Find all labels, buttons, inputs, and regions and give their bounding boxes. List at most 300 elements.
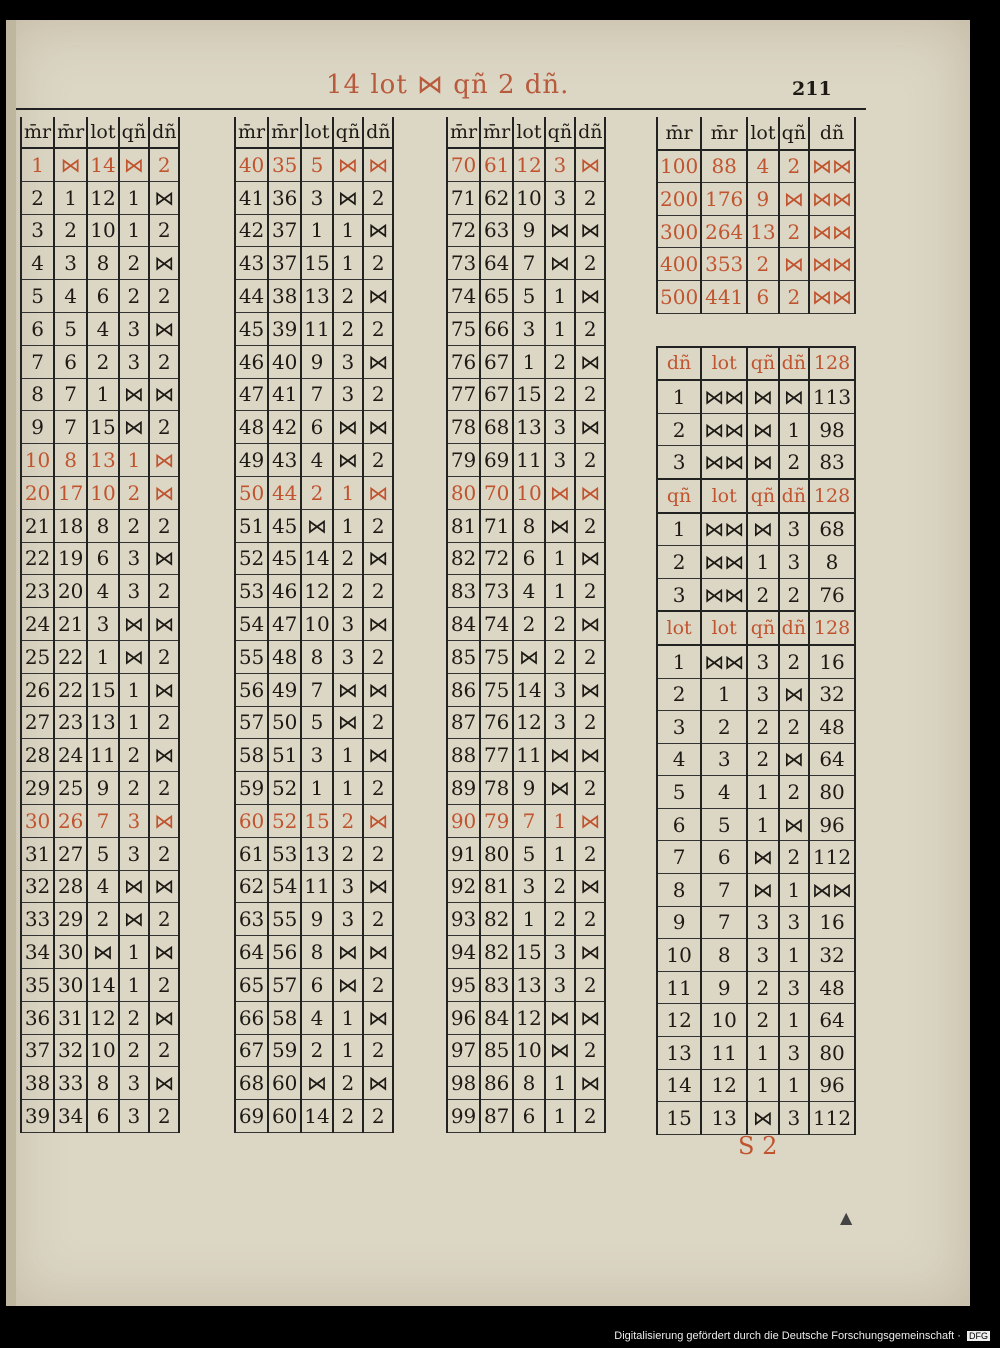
table-cell: ⋈ <box>363 804 393 837</box>
table-row <box>21 1100 179 1133</box>
table-cell: ⋈ <box>545 247 575 280</box>
column-header: lot <box>657 611 701 645</box>
table-cell: 3 <box>119 345 149 378</box>
table-cell: 6 <box>87 280 118 313</box>
table-row <box>235 411 393 444</box>
table-cell: ⋈ <box>363 673 393 706</box>
table-row <box>235 542 393 575</box>
table-cell: 73 <box>447 247 480 280</box>
table-cell: 13 <box>301 837 332 870</box>
table-cell: ⋈ <box>575 936 605 969</box>
table-cell: 6 <box>21 312 54 345</box>
table-cell: ⋈ <box>575 411 605 444</box>
table-cell: 65 <box>480 280 513 313</box>
table-cell: 55 <box>235 640 268 673</box>
table-cell: ⋈ <box>54 148 87 181</box>
table-cell: ⋈ <box>747 874 778 907</box>
header-row <box>657 117 855 150</box>
table-cell: 36 <box>268 181 301 214</box>
table-row <box>21 739 179 772</box>
table-cell: 2 <box>545 608 575 641</box>
table-cell: 2 <box>363 444 393 477</box>
table-cell: 2 <box>363 575 393 608</box>
table-cell: 8 <box>301 640 332 673</box>
table-cell: 2 <box>657 678 701 711</box>
table-cell: 1 <box>87 640 118 673</box>
table-cell: 353 <box>701 248 747 281</box>
table-cell: 1 <box>779 1004 809 1037</box>
table-cell: 1 <box>545 1067 575 1100</box>
table-cell: 2 <box>575 837 605 870</box>
table-row <box>447 870 605 903</box>
table-cell: 2 <box>149 345 179 378</box>
table-row <box>235 345 393 378</box>
table-row <box>21 411 179 444</box>
table-cell: ⋈ <box>301 1067 332 1100</box>
table-row <box>21 247 179 280</box>
table-row <box>21 804 179 837</box>
table-cell: 2 <box>363 772 393 805</box>
table-cell: 112 <box>809 1102 855 1135</box>
table-column-4 <box>656 117 856 1135</box>
table-cell: 8 <box>809 546 855 579</box>
table-cell: 1 <box>333 247 363 280</box>
table-cell: 47 <box>268 608 301 641</box>
table-cell: 12 <box>701 1069 747 1102</box>
table-cell: 63 <box>480 214 513 247</box>
section-header-row <box>657 347 855 381</box>
table-cell: 39 <box>21 1100 54 1133</box>
table-row <box>657 841 855 874</box>
table-cell: 28 <box>54 870 87 903</box>
table-cell: 57 <box>268 968 301 1001</box>
table-cell: 14 <box>301 1100 332 1133</box>
table-cell: 60 <box>235 804 268 837</box>
table-row <box>657 446 855 479</box>
table-cell: 3 <box>779 546 809 579</box>
column-header: 128 <box>809 479 855 513</box>
table-cell: 2 <box>149 640 179 673</box>
table-cell: 8 <box>301 936 332 969</box>
table-cell: 70 <box>480 476 513 509</box>
page-spine <box>6 20 16 1306</box>
table-cell: 8 <box>87 509 118 542</box>
table-cell: 98 <box>447 1067 480 1100</box>
table-cell: 22 <box>54 673 87 706</box>
column-header: m̄r <box>21 117 54 148</box>
table-row <box>447 706 605 739</box>
column-header: qñ <box>747 347 778 381</box>
table-row <box>447 148 605 181</box>
table-cell <box>657 313 701 347</box>
table-row <box>447 1067 605 1100</box>
table-cell: 51 <box>268 739 301 772</box>
column-header: dñ <box>575 117 605 148</box>
table-row <box>657 1102 855 1135</box>
table-cell: 3 <box>747 906 778 939</box>
table-row <box>447 1001 605 1034</box>
column-header: dñ <box>779 611 809 645</box>
table-cell: ⋈ <box>119 640 149 673</box>
table-cell: 34 <box>21 936 54 969</box>
table-cell: ⋈ <box>575 542 605 575</box>
column-header: dñ <box>779 347 809 381</box>
table-cell: 21 <box>21 509 54 542</box>
table-cell: ⋈ <box>363 936 393 969</box>
column-header: m̄r <box>657 117 701 150</box>
table-cell: ⋈ <box>545 739 575 772</box>
table-cell: 9 <box>301 345 332 378</box>
table-cell: 9 <box>87 772 118 805</box>
table-row <box>235 148 393 181</box>
table-row <box>657 380 855 413</box>
table-cell: 14 <box>301 542 332 575</box>
table-cell: 1 <box>333 772 363 805</box>
table-cell: 2 <box>545 903 575 936</box>
table-cell: 15 <box>513 378 544 411</box>
table-cell: 10 <box>513 1034 544 1067</box>
table-cell: 3 <box>779 1102 809 1135</box>
table-cell: 176 <box>701 183 747 216</box>
table-row <box>21 214 179 247</box>
column-header: qñ <box>119 117 149 148</box>
table-cell: 42 <box>235 214 268 247</box>
table-cell: 67 <box>235 1034 268 1067</box>
table-cell: 2 <box>363 181 393 214</box>
table-cell: ⋈ <box>333 444 363 477</box>
table-cell: 82 <box>480 903 513 936</box>
table-cell: 6 <box>513 1100 544 1133</box>
table-cell: 45 <box>268 509 301 542</box>
table-cell: 3 <box>545 673 575 706</box>
table-row <box>21 968 179 1001</box>
table-cell: 34 <box>54 1100 87 1133</box>
table-cell: 113 <box>809 380 855 413</box>
table-cell: 2 <box>149 411 179 444</box>
table-cell: 25 <box>54 772 87 805</box>
table-cell: 3 <box>545 444 575 477</box>
table-cell: ⋈ <box>363 411 393 444</box>
table-cell: 7 <box>657 841 701 874</box>
table-cell: 2 <box>575 378 605 411</box>
table-cell: ⋈ <box>119 411 149 444</box>
table-cell: 11 <box>513 444 544 477</box>
column-header: dñ <box>809 117 855 150</box>
table-cell: 2 <box>363 378 393 411</box>
table-cell: 3 <box>333 870 363 903</box>
table-cell: 13 <box>87 706 118 739</box>
table-cell: 76 <box>809 578 855 611</box>
column-header: 128 <box>809 611 855 645</box>
table-cell: 1 <box>779 413 809 446</box>
folio-number: 211 <box>792 78 832 100</box>
table-cell: 2 <box>575 903 605 936</box>
table-cell: 42 <box>268 411 301 444</box>
table-cell: 67 <box>480 378 513 411</box>
table-cell: 3 <box>87 608 118 641</box>
table-cell: 24 <box>54 739 87 772</box>
table-cell: 2 <box>575 312 605 345</box>
table-cell: 81 <box>480 870 513 903</box>
table-cell: 66 <box>480 312 513 345</box>
table-cell: 2 <box>119 772 149 805</box>
table-cell: 9 <box>657 906 701 939</box>
table-cell: 3 <box>301 181 332 214</box>
table-cell: 23 <box>54 706 87 739</box>
table-cell: 2 <box>779 711 809 744</box>
table-cell: ⋈ <box>149 739 179 772</box>
table-cell: 9 <box>21 411 54 444</box>
table-cell: ⋈ <box>149 181 179 214</box>
table-cell: 49 <box>235 444 268 477</box>
table-cell: 5 <box>21 280 54 313</box>
table-cell: 6 <box>301 411 332 444</box>
table-cell: 4 <box>87 870 118 903</box>
column-header: lot <box>301 117 332 148</box>
table-cell: ⋈ <box>779 808 809 841</box>
table-cell: ⋈ <box>363 1001 393 1034</box>
table-cell: 21 <box>54 608 87 641</box>
column-header: qñ <box>747 611 778 645</box>
table-cell: 2 <box>333 312 363 345</box>
table-cell: 90 <box>447 804 480 837</box>
table-cell: 2 <box>779 841 809 874</box>
table-cell: 2 <box>575 1100 605 1133</box>
table-cell: 2 <box>149 1034 179 1067</box>
table-cell: 62 <box>480 181 513 214</box>
table-cell: 52 <box>235 542 268 575</box>
table-cell: 2 <box>575 247 605 280</box>
table-cell: ⋈⋈ <box>809 215 855 248</box>
table-cell: ⋈ <box>301 509 332 542</box>
table-cell: ⋈ <box>545 1001 575 1034</box>
table-cell: 2 <box>779 150 809 183</box>
table-cell: 80 <box>809 1037 855 1070</box>
table-cell: 11 <box>301 870 332 903</box>
table-cell: 11 <box>301 312 332 345</box>
table-cell: 3 <box>301 739 332 772</box>
table-row <box>21 312 179 345</box>
table-cell: 12 <box>87 1001 118 1034</box>
digitization-credit <box>614 1330 990 1342</box>
column-header: m̄r <box>235 117 268 148</box>
column-header: qñ <box>545 117 575 148</box>
table-cell: ⋈ <box>747 380 778 413</box>
table-row <box>235 608 393 641</box>
table-cell: 86 <box>480 1067 513 1100</box>
table-cell: 10 <box>87 214 118 247</box>
table-cell: 1 <box>119 936 149 969</box>
table-cell: ⋈ <box>119 870 149 903</box>
table-cell: 3 <box>657 578 701 611</box>
table-row <box>235 181 393 214</box>
column-header: m̄r <box>268 117 301 148</box>
table-cell: 3 <box>747 939 778 972</box>
table-cell: 2 <box>779 280 809 313</box>
table-cell: 2 <box>747 711 778 744</box>
table-cell: 12 <box>657 1004 701 1037</box>
table-cell: 51 <box>235 509 268 542</box>
table-cell: ⋈ <box>545 509 575 542</box>
table-cell: 61 <box>480 148 513 181</box>
table-cell: 2 <box>747 248 778 281</box>
table-cell: 84 <box>480 1001 513 1034</box>
table-cell: 7 <box>54 378 87 411</box>
table-row <box>657 678 855 711</box>
table-cell: 2 <box>779 578 809 611</box>
table-cell: ⋈ <box>333 968 363 1001</box>
table-cell: 70 <box>447 148 480 181</box>
table-cell: 2 <box>149 837 179 870</box>
table-cell: 1 <box>779 874 809 907</box>
table-cell: 98 <box>809 413 855 446</box>
table-cell: 45 <box>268 542 301 575</box>
table-cell: 2 <box>747 971 778 1004</box>
table-cell: 48 <box>235 411 268 444</box>
table-cell: 58 <box>268 1001 301 1034</box>
table-cell: 73 <box>480 575 513 608</box>
table-cell: 1 <box>87 378 118 411</box>
table-cell: 26 <box>21 673 54 706</box>
table-cell: ⋈ <box>119 378 149 411</box>
table-row <box>235 772 393 805</box>
table-cell: 13 <box>513 411 544 444</box>
table-cell: 2 <box>779 446 809 479</box>
table-cell: 1 <box>545 1100 575 1133</box>
table-cell: 72 <box>447 214 480 247</box>
table-cell: ⋈ <box>149 476 179 509</box>
table-cell: 18 <box>54 509 87 542</box>
column-header: qñ <box>779 117 809 150</box>
table-cell: 2 <box>149 575 179 608</box>
table-cell: 2 <box>119 280 149 313</box>
table-row <box>657 546 855 579</box>
table-row <box>235 903 393 936</box>
table-cell: ⋈ <box>363 870 393 903</box>
table-cell: 29 <box>21 772 54 805</box>
table-cell: 12 <box>513 148 544 181</box>
table-row <box>447 509 605 542</box>
table-cell: 3 <box>657 446 701 479</box>
table-cell: ⋈ <box>575 739 605 772</box>
table-cell: 2 <box>333 837 363 870</box>
table-cell: 63 <box>235 903 268 936</box>
section-header-row <box>657 479 855 513</box>
table-row <box>21 181 179 214</box>
table-cell: 37 <box>268 214 301 247</box>
table-row <box>21 476 179 509</box>
table-cell: 1 <box>54 181 87 214</box>
book-page <box>6 20 970 1306</box>
table-cell: 1 <box>657 380 701 413</box>
table-cell: 1 <box>119 673 149 706</box>
table-cell: 8 <box>87 247 118 280</box>
table-cell: 92 <box>447 870 480 903</box>
table-row <box>21 575 179 608</box>
table-cell: 2 <box>575 509 605 542</box>
table-row <box>21 608 179 641</box>
table-cell: 97 <box>447 1034 480 1067</box>
table-cell: ⋈ <box>333 181 363 214</box>
table-cell: 2 <box>119 1001 149 1034</box>
table-cell: ⋈ <box>513 640 544 673</box>
table-cell: 55 <box>268 903 301 936</box>
table-cell: 3 <box>747 645 778 678</box>
table-cell: 3 <box>513 312 544 345</box>
table-cell: 7 <box>21 345 54 378</box>
table-row <box>235 1100 393 1133</box>
table-row <box>21 148 179 181</box>
table-cell: 41 <box>268 378 301 411</box>
table-cell: 2 <box>779 215 809 248</box>
table-cell: 1 <box>545 542 575 575</box>
table-cell: ⋈ <box>333 706 363 739</box>
table-cell: 7 <box>54 411 87 444</box>
table-row <box>657 183 855 216</box>
table-cell: 14 <box>87 148 118 181</box>
table-row <box>235 968 393 1001</box>
table-row <box>657 1069 855 1102</box>
table-cell: 3 <box>545 411 575 444</box>
column-header: 128 <box>809 347 855 381</box>
table-cell: 3 <box>119 1100 149 1133</box>
table-row <box>447 312 605 345</box>
table-row <box>657 248 855 281</box>
table-row <box>657 874 855 907</box>
table-row <box>235 1034 393 1067</box>
table-cell: ⋈ <box>575 608 605 641</box>
table-cell: 2 <box>333 280 363 313</box>
table-cell: ⋈ <box>747 841 778 874</box>
table-cell: 3 <box>779 906 809 939</box>
table-cell: 43 <box>268 444 301 477</box>
table-cell: 3 <box>119 1067 149 1100</box>
table-cell: 80 <box>480 837 513 870</box>
table-cell: 82 <box>447 542 480 575</box>
table-cell: ⋈ <box>333 411 363 444</box>
table-row <box>447 280 605 313</box>
table-cell: 74 <box>447 280 480 313</box>
table-cell: 74 <box>480 608 513 641</box>
table-cell: ⋈ <box>575 214 605 247</box>
table-cell: 7 <box>513 247 544 280</box>
table-cell: 68 <box>235 1067 268 1100</box>
table-cell: ⋈ <box>149 936 179 969</box>
table-cell: ⋈ <box>747 413 778 446</box>
table-cell: ⋈ <box>149 312 179 345</box>
table-cell: 4 <box>513 575 544 608</box>
table-cell: 11 <box>87 739 118 772</box>
table-cell: 79 <box>447 444 480 477</box>
table-row <box>235 1001 393 1034</box>
table-cell: 1 <box>545 837 575 870</box>
table-cell: 35 <box>268 148 301 181</box>
table-cell: 45 <box>235 312 268 345</box>
table-cell: 57 <box>235 706 268 739</box>
table-cell: 6 <box>54 345 87 378</box>
table-cell: 24 <box>21 608 54 641</box>
table-cell: 13 <box>657 1037 701 1070</box>
table-cell: 78 <box>447 411 480 444</box>
table-cell: 59 <box>235 772 268 805</box>
table-cell: 300 <box>657 215 701 248</box>
table-cell: ⋈⋈ <box>809 874 855 907</box>
table-cell: ⋈⋈ <box>701 413 747 446</box>
column-header: m̄r <box>54 117 87 148</box>
table-cell: 3 <box>21 214 54 247</box>
table-cell: 49 <box>268 673 301 706</box>
table-cell: 39 <box>268 312 301 345</box>
